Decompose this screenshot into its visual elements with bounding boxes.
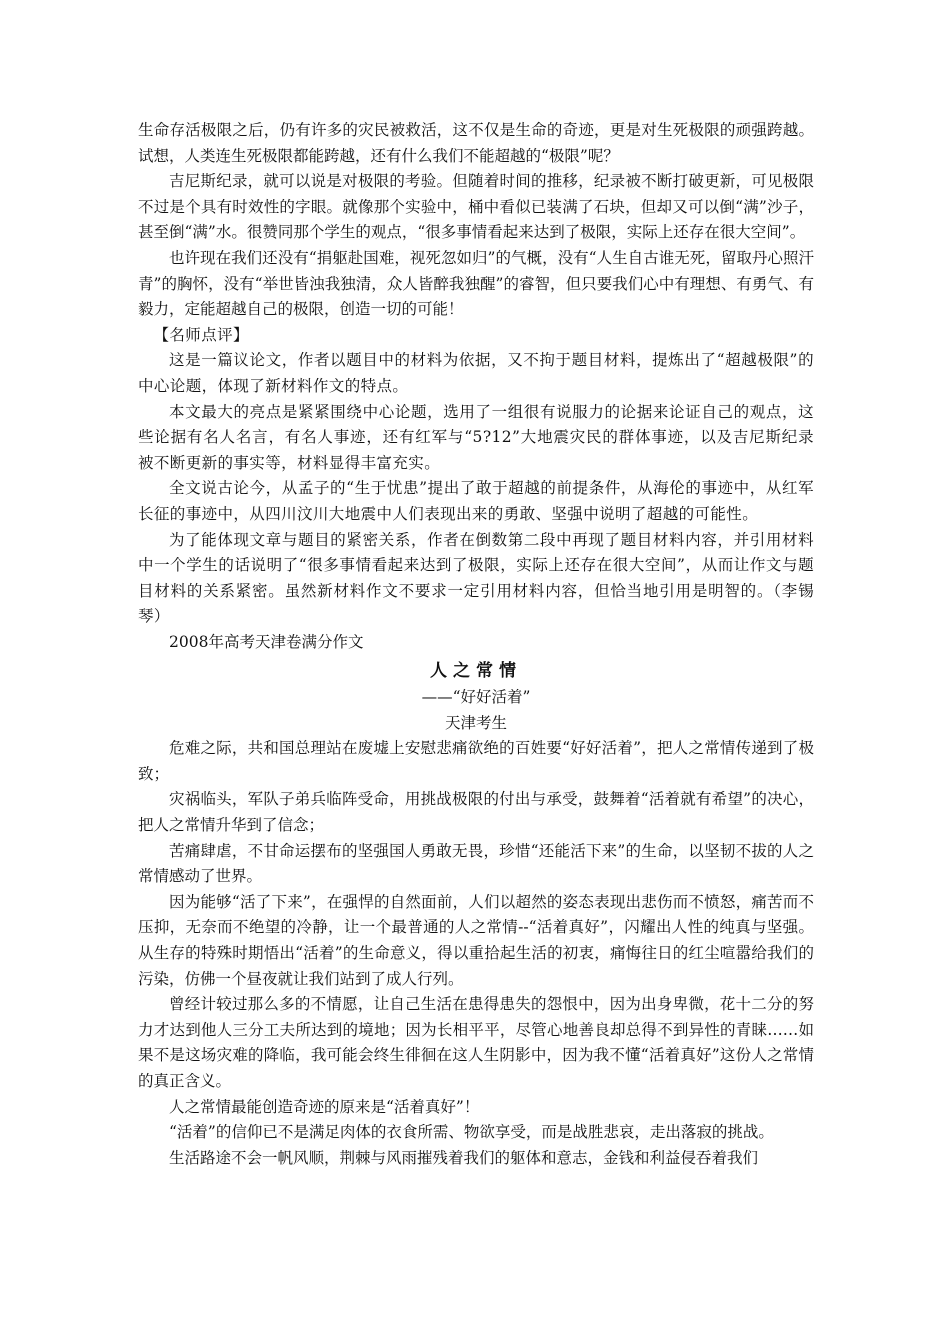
teacher-comment-section [138,323,814,630]
essay2-paragraph: 因为能够“活了下来”，在强悍的自然面前，人们以超然的姿态表现出悲伤而不愤怒，痛苦而不压抑，无奈而不绝望的冷静，让一个最普通的人之常情--“活着真好”，闪耀出人性的纯真与坚强。从生存的特殊时期悟出“活着”的生命意义，得以重拾起生活的初衷，痛悔往日的红尘喧嚣给我们的污染，仿佛一个昼夜就让我们站到了成人行列。 [138,892,814,988]
essay-author: 天津考生 [444,713,507,732]
comment-paragraph: 全文说古论今，从孟子的“生于忧患”提出了敢于超越的前提条件，从海伦的事迹中，从红军长征的事迹中，从四川汶川大地震中人们表现出来的勇敢、坚强中说明了超越的可能性。 [138,479,814,523]
essay-title: 人之常情 [430,661,522,682]
essay2-paragraph: 苦痛肆虐，不甘命运摆布的坚强国人勇敢无畏，珍惜“还能活下来”的生命，以坚韧不拔的人之常情感动了世界。 [138,841,814,886]
essay2-paragraph: “活着”的信仰已不是满足肉体的衣食所需、物欲享受，而是战胜悲哀，走出落寂的挑战。 [169,1123,774,1142]
essay1-paragraph: 也许现在我们还没有“捐躯赴国难，视死忽如归”的气概，没有“人生自古谁无死，留取丹心照汗青”的胸怀，没有“举世皆浊我独清，众人皆醉我独醒”的睿智，但只要我们心中有理想、有勇气、有毅力，定能超越自己的极限，创造一切的可能！ [138,248,814,319]
essay2-paragraph: 曾经计较过那么多的不情愿，让自己生活在患得患失的怨恨中，因为出身卑微，花十二分的努力才达到他人三分工夫所达到的境地；因为长相平平，尽管心地善良却总得不到异性的青睐……如果不是这场灾难的降临，我可能会终生徘徊在这人生阴影中，因为我不懂“活着真好”这份人之常情的真正含义。 [138,995,814,1090]
comment-heading: 【名师点评】 [153,325,249,344]
document-page [138,118,814,1171]
essay2-paragraph: 灾祸临头，军队子弟兵临阵受命，用挑战极限的付出与承受，鼓舞着“活着就有希望”的决心，把人之常情升华到了信念； [138,790,814,835]
comment-paragraph: 为了能体现文章与题目的紧密关系，作者在倒数第二段中再现了题目材料内容，并引用材料中一个学生的话说明了“很多事情看起来达到了极限，实际上还存在很大空间”，从而让作文与题目材料的关系紧密。虽然新材料作文不要求一定引用材料内容，但恰当地引用是明智的。（李锡琴） [138,530,814,626]
exam-label: 2008年高考天津卷满分作文 [169,632,364,651]
comment-paragraph: 这是一篇议论文，作者以题目中的材料为依据，又不拘于题目材料，提炼出了“超越极限”的中心论题，体现了新材料作文的特点。 [138,351,814,395]
comment-paragraph: 本文最大的亮点是紧紧围绕中心论题，选用了一组很有说服力的论据来论证自己的观点，这些论据有名人名言，有名人事迹，还有红军与“5?12”大地震灾民的群体事迹，以及吉尼斯纪录被不断更新的事实等，材料显得丰富充实。 [138,402,814,472]
essay2-paragraph: 危难之际，共和国总理站在废墟上安慰悲痛欲绝的百姓要“好好活着”，把人之常情传递到了极致； [138,739,814,783]
essay-subtitle: ——“好好活着” [421,688,531,707]
essay2-paragraph: 生活路途不会一帆风顺，荆棘与风雨摧残着我们的躯体和意志，金钱和利益侵吞着我们 [169,1148,759,1167]
essay1-paragraph: 生命存活极限之后，仍有许多的灾民被救活，这不仅是生命的奇迹，更是对生死极限的顽强跨越。试想，人类连生死极限都能跨越，还有什么我们不能超越的“极限”呢？ [138,121,814,165]
essay2-paragraph: 人之常情最能创造奇迹的原来是“活着真好”！ [169,1097,480,1116]
essay1-paragraph: 吉尼斯纪录，就可以说是对极限的考验。但随着时间的推移，纪录被不断打破更新，可见极限不过是个具有时效性的字眼。就像那个实验中，桶中看似已装满了石块，但却又可以倒“满”沙子，甚至倒“满”水。很赞同那个学生的观点，“很多事情看起来达到了极限，实际上还存在很大空间”。 [138,172,814,242]
